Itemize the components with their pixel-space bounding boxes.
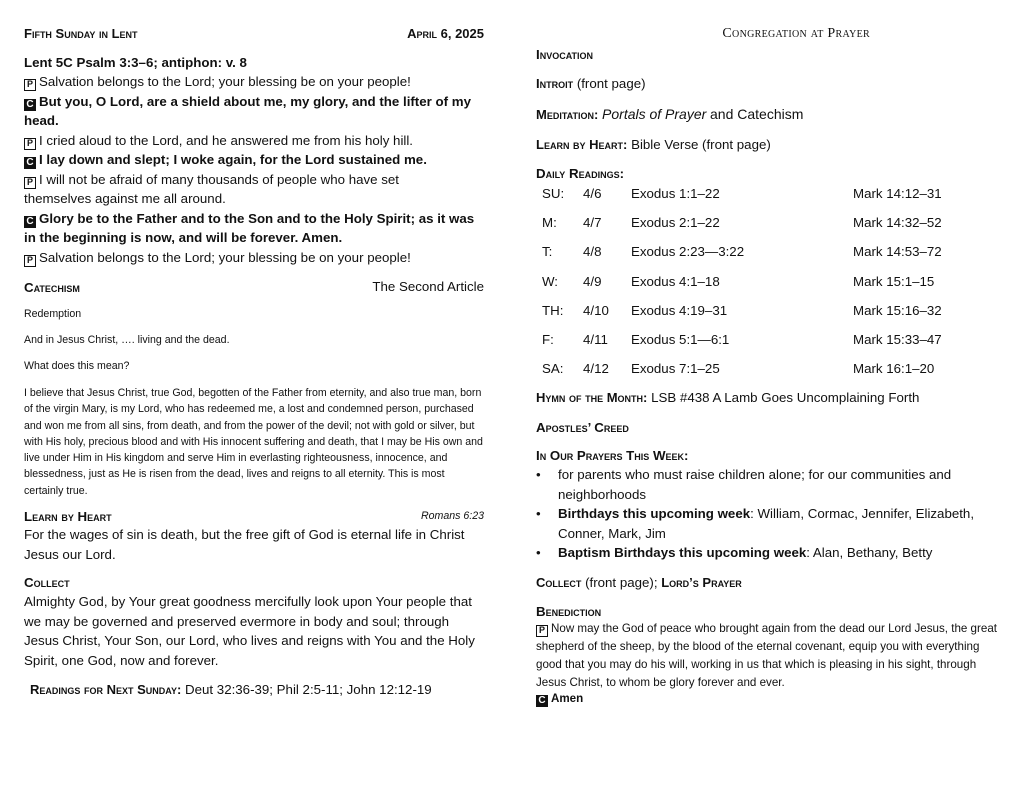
reading-ot: Exodus 7:1–25 — [631, 361, 720, 377]
reading-nt: Mark 14:32–52 — [853, 215, 942, 231]
reading-ot: Exodus 2:23—3:22 — [631, 244, 745, 260]
psalm-line: in the beginning is now, and will be forever. Amen. — [24, 230, 343, 245]
catechism-subtitle: The Second Article — [372, 279, 484, 294]
pastor-badge: P — [24, 138, 36, 150]
table-row — [542, 325, 1010, 354]
introit-line: Introit (front page) — [536, 76, 646, 91]
psalm-line: C Glory be to the Father and to the Son and to the Holy Spirit; as it was — [24, 211, 494, 228]
next-sunday-readings: Readings for Next Sunday: Deut 32:36-39; Phil 2:5-11; John 12:12-19 — [30, 682, 432, 697]
reading-date: 4/7 — [583, 215, 602, 231]
pastor-badge: P — [24, 255, 36, 267]
table-row — [542, 354, 1010, 383]
list-item: • Baptism Birthdays this upcoming week: Alan, Bethany, Betty — [536, 543, 1006, 563]
psalm-line: themselves against me all around. — [24, 191, 226, 206]
reading-date: 4/6 — [583, 186, 602, 202]
daily-readings-heading: Daily Readings: — [536, 166, 625, 181]
reading-day: SU: — [542, 186, 565, 202]
pastor-badge: P — [24, 177, 36, 189]
meditation-line: Meditation: Portals of Prayer and Catechism — [536, 106, 804, 122]
reading-nt: Mark 15:33–47 — [853, 332, 942, 348]
psalm-line: P I cried aloud to the Lord, and he answered me from his holy hill. — [24, 133, 494, 150]
amen-line: C Amen — [536, 692, 583, 707]
reading-day: TH: — [542, 302, 564, 318]
reading-date: 4/11 — [583, 332, 608, 348]
list-item: • Birthdays this upcoming week: William, Cormac, Jennifer, Elizabeth, Conner, Mark, Jim — [536, 504, 1006, 543]
reading-ot: Exodus 1:1–22 — [631, 186, 720, 202]
reading-nt: Mark 16:1–20 — [853, 361, 935, 377]
next-sunday-text: Deut 32:36-39; Phil 2:5-11; John 12:12-19 — [185, 682, 432, 697]
psalm-heading: Lent 5C Psalm 3:3–6; antiphon: v. 8 — [24, 55, 247, 70]
reading-date: 4/10 — [583, 302, 609, 318]
prayers-list — [536, 465, 1006, 563]
psalm-line: head. — [24, 113, 59, 128]
sunday-title: Fifth Sunday in Lent — [24, 26, 138, 41]
next-sunday-label: Readings for Next Sunday — [30, 682, 177, 697]
catechism-heading: Catechism — [24, 280, 80, 295]
catechism-redemption: Redemption — [24, 308, 82, 320]
collect-text: Almighty God, by Your great goodness mercifully look upon Your people that we may be governed and preserved evermore in body and soul; through Jesus Christ, Your Son, our Lord, who lives and reigns with You and the Holy Spirit, one God, now and forever. — [24, 594, 475, 668]
benediction-heading: Benediction — [536, 604, 602, 619]
table-row — [542, 267, 1010, 296]
reading-nt: Mark 15:16–32 — [853, 302, 942, 318]
catechism-question: What does this mean? — [24, 360, 130, 372]
creed-heading: Apostles’ Creed — [536, 420, 629, 435]
list-item: • for parents who must raise children alone; for our communities and neighborhoods — [536, 465, 1006, 504]
reading-nt: Mark 15:1–15 — [853, 273, 935, 289]
learn-by-heart-line: Learn by Heart: Bible Verse (front page) — [536, 137, 771, 152]
learn-heading: Learn by Heart — [24, 509, 112, 524]
reading-day: W: — [542, 273, 559, 289]
psalm-line: P Salvation belongs to the Lord; your blessing be on your people! — [24, 250, 494, 267]
reading-nt: Mark 14:12–31 — [853, 186, 942, 202]
reading-day: T: — [542, 244, 553, 260]
catechism-article: And in Jesus Christ, …. living and the dead. — [24, 334, 230, 346]
reading-ot: Exodus 4:19–31 — [631, 302, 728, 318]
reading-ot: Exodus 2:1–22 — [631, 215, 720, 231]
reading-date: 4/9 — [583, 273, 602, 289]
psalm-line: C But you, O Lord, are a shield about me, my glory, and the lifter of my — [24, 94, 494, 111]
invocation-heading: Invocation — [536, 47, 594, 62]
reading-day: F: — [542, 332, 554, 348]
congregation-badge: C — [24, 216, 36, 228]
psalm-line: C I lay down and slept; I woke again, for the Lord sustained me. — [24, 152, 494, 169]
page-title: Congregation at Prayer — [722, 26, 870, 41]
reading-ot: Exodus 5:1—6:1 — [631, 332, 730, 348]
table-row — [542, 296, 1010, 325]
reading-nt: Mark 14:53–72 — [853, 244, 942, 260]
service-date: April 6, 2025 — [407, 26, 484, 41]
learn-text: For the wages of sin is death, but the free gift of God is eternal life in Christ Jesus our Lord. — [24, 527, 465, 562]
catechism-answer: I believe that Jesus Christ, true God, begotten of the Father from eternity, and also true man, born of the virgin Mary, is my Lord, who has redeemed me, a lost and condemned person, purchased and won me from all sins, from death, and from the power of the devil; not with gold or silver, but with His holy, precious blood and with His innocent suffering and death, that I may be His own and live under Him in His kingdom and serve Him in everlasting righteousness, innocence, and blessedness, just as He is risen from the dead, lives and reigns to all eternity. This is most certainly true. — [24, 387, 483, 497]
learn-reference: Romans 6:23 — [420, 510, 484, 522]
collect-line: Collect (front page); Lord’s Prayer — [536, 575, 742, 590]
table-row — [542, 208, 1010, 237]
pastor-badge: P — [536, 625, 548, 637]
benediction-text: P Now may the God of peace who brought again from the dead our Lord Jesus, the great shepherd of the sheep, by the blood of the eternal covenant, equip you with everything good that you may do his will, working in us that which is pleasing in his sight, through Jesus Christ, to whom be glory forever and ever. — [536, 622, 997, 689]
collect-heading: Collect — [24, 575, 70, 590]
pastor-badge: P — [24, 79, 36, 91]
psalm-line: P I will not be afraid of many thousands of people who have set — [24, 172, 494, 189]
reading-date: 4/12 — [583, 361, 609, 377]
table-row — [542, 237, 1010, 266]
reading-ot: Exodus 4:1–18 — [631, 273, 720, 289]
reading-date: 4/8 — [583, 244, 602, 260]
psalm-line: P Salvation belongs to the Lord; your blessing be on your people! — [24, 74, 494, 91]
reading-day: M: — [542, 215, 557, 231]
congregation-badge: C — [24, 157, 36, 169]
reading-day: SA: — [542, 361, 564, 377]
congregation-badge: C — [536, 695, 548, 707]
table-row — [542, 179, 1010, 208]
congregation-badge: C — [24, 99, 36, 111]
hymn-line: Hymn of the Month: LSB #438 A Lamb Goes Uncomplaining Forth — [536, 390, 920, 405]
prayers-heading: In Our Prayers This Week: — [536, 448, 689, 463]
